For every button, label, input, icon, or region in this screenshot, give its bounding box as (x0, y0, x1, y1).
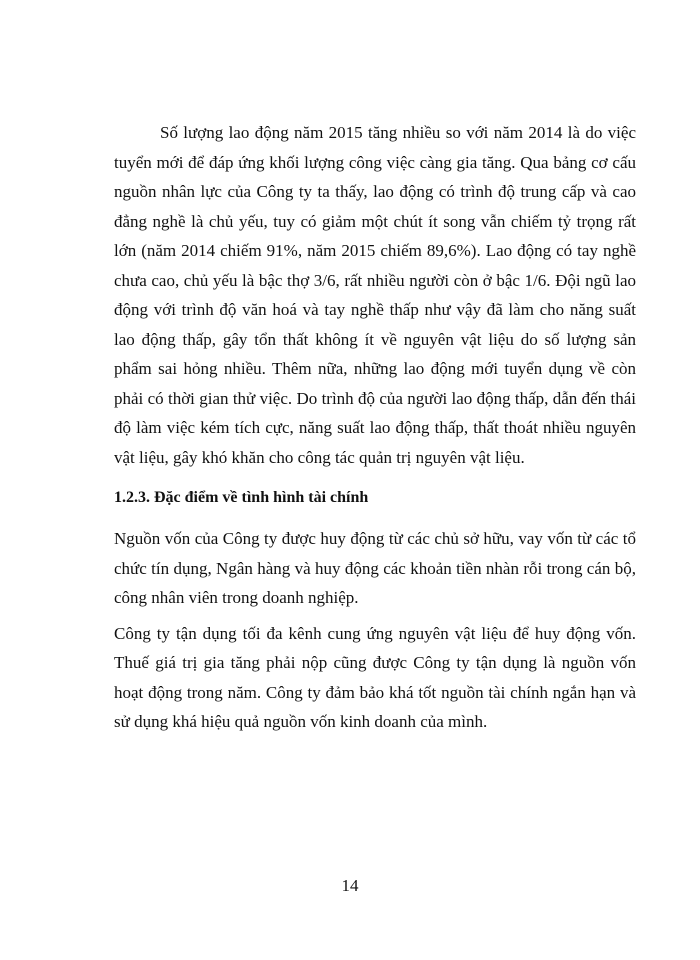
section-heading: 1.2.3. Đặc điểm về tình hình tài chính (114, 489, 369, 506)
document-body (114, 118, 636, 743)
section-paragraph: Nguồn vốn của Công ty được huy động từ các chủ sở hữu, vay vốn từ các tổ chức tín dụng, Ngân hàng và huy động các khoản tiền nhàn rỗi trong cán bộ, công nhân viên trong doanh nghiệp. (114, 529, 636, 607)
page-number: 14 (341, 876, 359, 895)
section-paragraph: Công ty tận dụng tối đa kênh cung ứng nguyên vật liệu để huy động vốn. Thuế giá trị gia tăng phải nộp cũng được Công ty tận dụng là nguồn vốn hoạt động trong năm. Công ty đảm bảo khá tốt nguồn tài chính ngắn hạn và sử dụng khá hiệu quả nguồn vốn kinh doanh của mình. (114, 623, 636, 731)
body-paragraph: Số lượng lao động năm 2015 tăng nhiều so với năm 2014 là do việc tuyển mới để đáp ứng khối lượng công việc càng gia tăng. Qua bảng cơ cấu nguồn nhân lực của Công ty ta thấy, lao động có trình độ trung cấp và cao đẳng nghề là chủ yếu, tuy có giảm một chút ít song vẫn chiếm tỷ trọng rất lớn (năm 2014 chiếm 91%, năm 2015 chiếm 89,6%). Lao động có tay nghề chưa cao, chủ yếu là bậc thợ 3/6, rất nhiều người còn ở bậc 1/6. Đội ngũ lao động với trình độ văn hoá và tay nghề thấp như vậy đã làm cho năng suất lao động thấp, gây tổn thất không ít về nguyên vật liệu do số lượng sản phẩm sai hỏng nhiều. Thêm nữa, những lao động mới tuyển dụng về còn phải có thời gian thử việc. Do trình độ của người lao động thấp, dẫn đến thái độ làm việc kém tích cực, năng suất lao động thấp, thất thoát nhiều nguyên vật liệu, gây khó khăn cho công tác quản trị nguyên vật liệu. (114, 123, 636, 467)
